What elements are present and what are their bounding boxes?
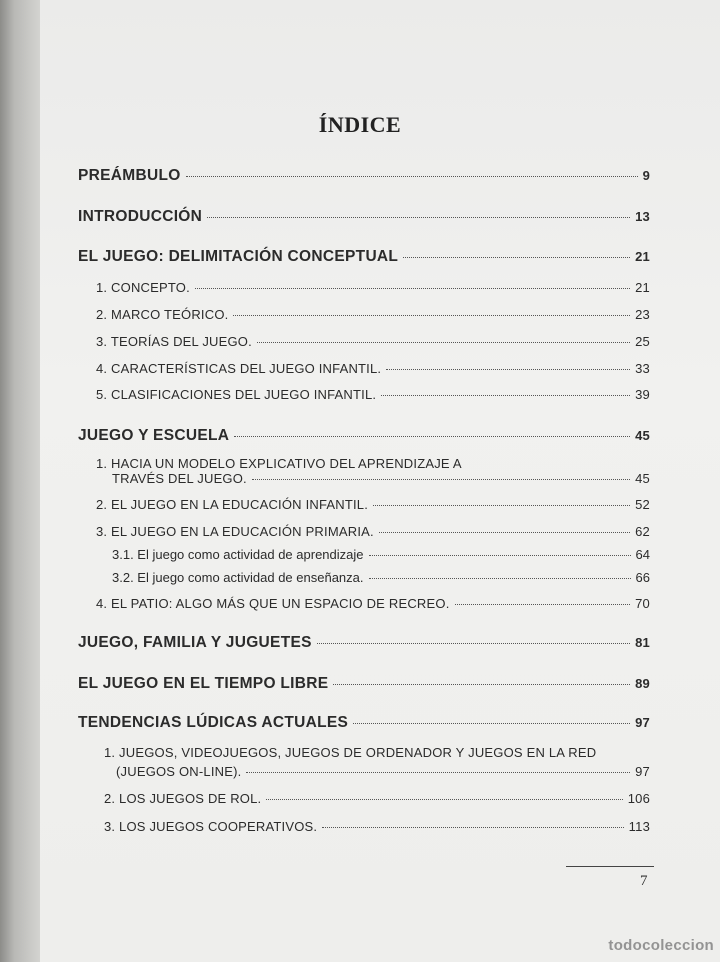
dot-leader (455, 604, 631, 605)
toc-entry-page: 62 (635, 524, 650, 539)
watermark: todocoleccion (608, 937, 714, 954)
toc-entry-label: 2. LOS JUEGOS DE ROL. (104, 791, 262, 806)
toc-entry-label: JUEGO Y ESCUELA (78, 427, 230, 444)
dot-leader (353, 723, 630, 724)
dot-leader (246, 772, 630, 773)
toc-entry-label: TENDENCIAS LÚDICAS ACTUALES (78, 714, 349, 731)
toc-entry-page: 70 (635, 596, 650, 611)
toc-entry-section (104, 819, 650, 834)
toc-entry-label-line-2: TRAVÉS DEL JUEGO. (112, 471, 247, 486)
toc-entry-chapter-3 (78, 634, 650, 652)
toc-entry-label: PREÁMBULO (78, 167, 181, 184)
toc-entry-subsection (112, 570, 650, 585)
toc-entry-label: 3.2. El juego como actividad de enseñanza. (112, 570, 364, 585)
toc-entry-chapter-4 (78, 675, 650, 693)
toc-entry-page: 97 (635, 715, 650, 730)
toc-entry-section (96, 387, 650, 402)
dot-leader (234, 436, 630, 437)
toc-entry-label: INTRODUCCIÓN (78, 208, 203, 225)
toc-entry-label-line-1: 1. JUEGOS, VIDEOJUEGOS, JUEGOS DE ORDENADOR Y JUEGOS EN LA RED (104, 745, 597, 760)
toc-entry-chapter-5 (78, 714, 650, 732)
toc-entry-page: 21 (635, 280, 650, 295)
toc-entry-introduccion (78, 208, 650, 226)
toc-entry-chapter-2 (78, 427, 650, 445)
toc-entry-page: 113 (628, 819, 650, 834)
toc-entry-label: 3.1. El juego como actividad de aprendizaje (112, 547, 364, 562)
toc-entry-page: 64 (635, 547, 650, 562)
toc-entry-page: 81 (635, 635, 650, 650)
toc-entry-label: EL JUEGO: DELIMITACIÓN CONCEPTUAL (78, 248, 399, 265)
toc-entry-page: 33 (635, 361, 650, 376)
toc-entry-label: JUEGO, FAMILIA Y JUGUETES (78, 634, 312, 651)
toc-entry-section (96, 280, 650, 295)
dot-leader (195, 288, 630, 289)
toc-entry-section (96, 524, 650, 539)
toc-entry-page: 89 (635, 676, 650, 691)
dot-leader (186, 176, 638, 177)
toc-entry-label: 4. CARACTERÍSTICAS DEL JUEGO INFANTIL. (96, 361, 382, 376)
toc-entry-section (96, 361, 650, 376)
dot-leader (373, 505, 630, 506)
toc-entry-label: 2. MARCO TEÓRICO. (96, 307, 229, 322)
toc-entry-subsection (112, 547, 650, 562)
dot-leader (381, 395, 630, 396)
toc-entry-section (96, 497, 650, 512)
toc-entry-label: 3. LOS JUEGOS COOPERATIVOS. (104, 819, 318, 834)
toc-entry-section (96, 596, 650, 611)
toc-entry-label: 5. CLASIFICACIONES DEL JUEGO INFANTIL. (96, 387, 377, 402)
dot-leader (322, 827, 623, 828)
toc-entry-label-line-2: (JUEGOS ON-LINE). (116, 764, 242, 779)
toc-entry-label: EL JUEGO EN EL TIEMPO LIBRE (78, 675, 329, 692)
toc-entry-section (104, 791, 650, 806)
toc-entry-label: 2. EL JUEGO EN LA EDUCACIÓN INFANTIL. (96, 497, 369, 512)
toc-entry-page: 52 (635, 497, 650, 512)
toc-entry-preambulo (78, 167, 650, 185)
toc-entry-section (96, 334, 650, 349)
toc-entry-label: 1. CONCEPTO. (96, 280, 190, 295)
page-number-rule (566, 866, 654, 867)
toc-entry-page: 45 (635, 428, 650, 443)
dot-leader (233, 315, 630, 316)
dot-leader (266, 799, 622, 800)
toc-entry-page: 13 (635, 209, 650, 224)
toc-entry-page: 9 (642, 168, 650, 183)
dot-leader (403, 257, 630, 258)
toc-entry-label: 4. EL PATIO: ALGO MÁS QUE UN ESPACIO DE RECREO. (96, 596, 450, 611)
toc-entry-page: 66 (635, 570, 650, 585)
dot-leader (207, 217, 630, 218)
page-number: 7 (640, 873, 648, 889)
toc-entry-section (96, 307, 650, 322)
toc-entry-chapter-1 (78, 248, 650, 266)
toc-entry-page: 25 (635, 334, 650, 349)
dot-leader (386, 369, 630, 370)
dot-leader (252, 479, 630, 480)
toc-entry-section (116, 764, 650, 779)
dot-leader (369, 578, 631, 579)
dot-leader (333, 684, 630, 685)
toc-entry-page: 21 (635, 249, 650, 264)
toc-entry-section (112, 471, 650, 486)
dot-leader (369, 555, 631, 556)
toc-entry-label: 3. TEORÍAS DEL JUEGO. (96, 334, 252, 349)
page-title: ÍNDICE (318, 112, 402, 137)
toc-entry-page: 23 (635, 307, 650, 322)
toc-entry-page: 39 (635, 387, 650, 402)
toc-entry-label-line-1: 1. HACIA UN MODELO EXPLICATIVO DEL APRENDIZAJE A (96, 456, 462, 471)
toc-entry-page: 45 (635, 471, 650, 486)
dot-leader (379, 532, 630, 533)
toc-entry-label: 3. EL JUEGO EN LA EDUCACIÓN PRIMARIA. (96, 524, 374, 539)
dot-leader (317, 643, 630, 644)
toc-entry-page: 97 (635, 764, 650, 779)
toc-entry-page: 106 (627, 791, 650, 806)
dot-leader (257, 342, 630, 343)
